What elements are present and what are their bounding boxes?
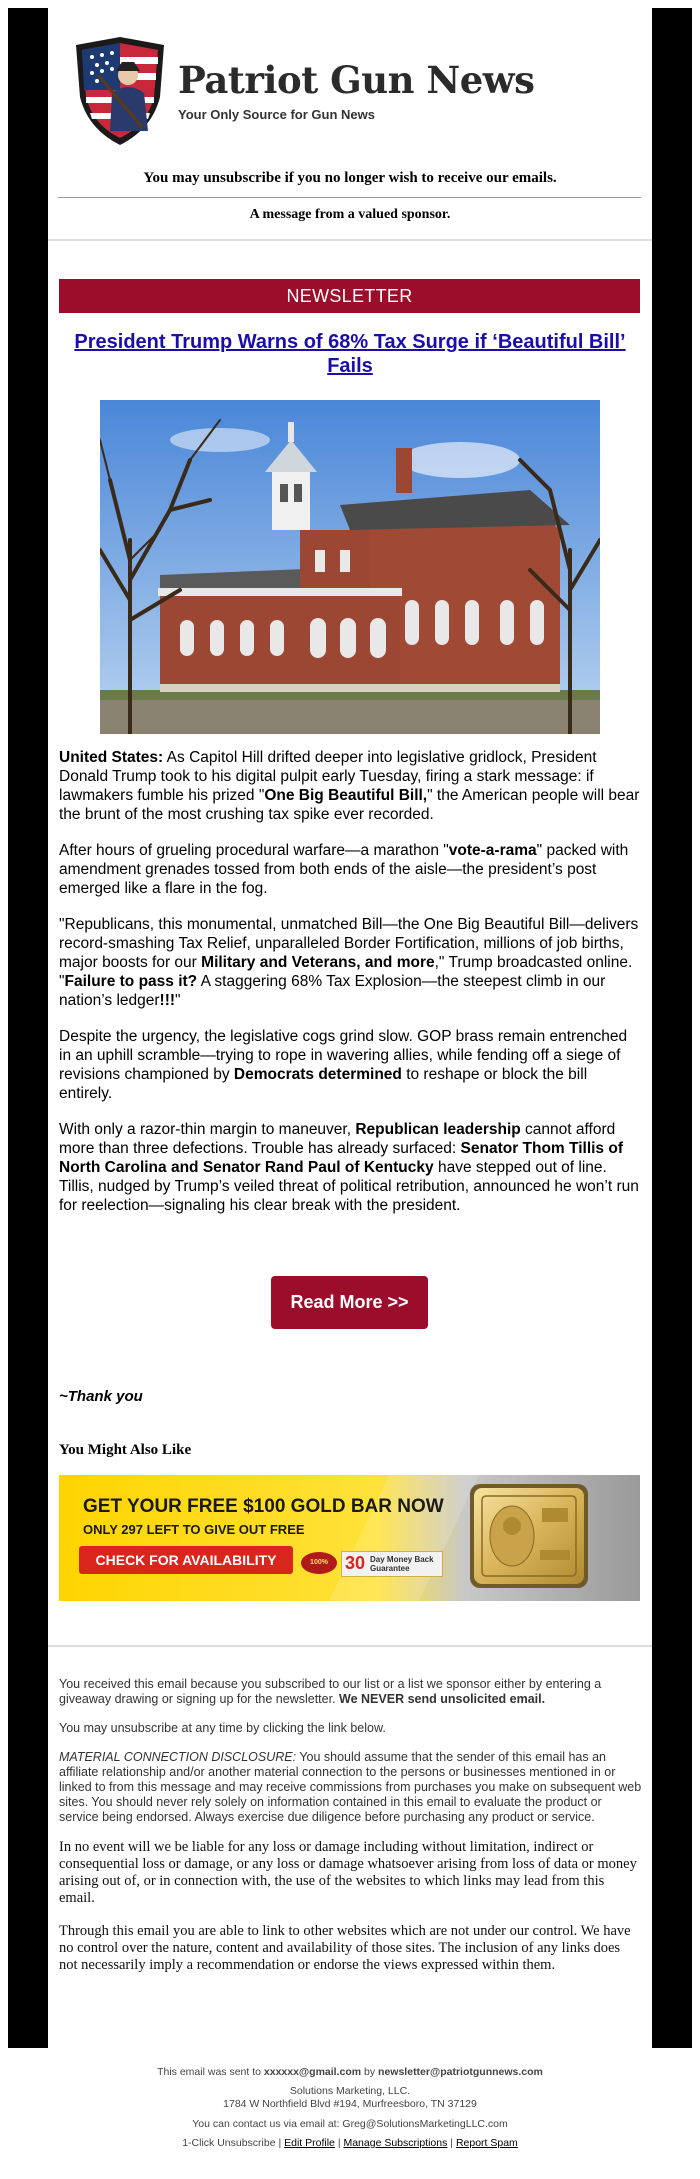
header: [48, 20, 652, 150]
divider: [48, 1645, 652, 1647]
ad-subline: ONLY 297 LEFT TO GIVE OUT FREE: [83, 1522, 305, 1537]
article-paragraph: Despite the urgency, the legislative cogs grind slow. GOP brass remain entrenched in an uphill scramble—trying to rope in wavering allies, while fending off a siege of revisions championed by Democrats determined to reshape or block the bill entirely.: [59, 1028, 628, 1102]
gold-bar-image: [464, 1480, 594, 1592]
brand-tagline: Your Only Source for Gun News: [178, 107, 375, 122]
brand-title: Patriot Gun News: [178, 58, 535, 102]
article-photo-capitol-building[interactable]: [100, 400, 600, 734]
email-body: [48, 8, 652, 2048]
manage-subscriptions-link[interactable]: Manage Subscriptions: [343, 2137, 448, 2149]
newsletter-banner: NEWSLETTER: [59, 279, 640, 313]
unsubscribe-note: You may unsubscribe if you no longer wish to receive our emails.: [143, 170, 557, 186]
contact-line: You can contact us via email at: Greg@SolutionsMarketingLLC.com: [192, 2118, 508, 2130]
sign-off: ~Thank you: [59, 1388, 143, 1405]
satisfaction-badge: 100%: [301, 1552, 337, 1574]
article-headline-link[interactable]: President Trump Warns of 68% Tax Surge if ‘Beautiful Bill’ Fails: [74, 331, 626, 377]
footer: [0, 2066, 700, 2156]
gold-bar-ad[interactable]: [59, 1475, 640, 1601]
legal-section: [59, 1677, 642, 1990]
ad-headline: GET YOUR FREE $100 GOLD BAR NOW: [83, 1496, 444, 1517]
check-availability-button[interactable]: CHECK FOR AVAILABILITY: [79, 1546, 293, 1574]
divider: [48, 239, 652, 241]
liability-paragraph: In no event will we be liable for any loss or damage including without limitation, indirect or consequential loss or damage, or any loss or damage whatsoever arising from loss of data or money arising out of, or in connection with, the use of the websites to which links may lead from this email.: [59, 1839, 637, 1906]
report-spam-link[interactable]: Report Spam: [455, 2137, 518, 2149]
article-paragraph: After hours of grueling procedural warfare—a marathon "vote-a-rama" packed with amendment grenades tossed from both ends of the aisle—the president’s post emerged like a flare in the fog.: [59, 842, 629, 897]
disclosure-paragraph: MATERIAL CONNECTION DISCLOSURE: You should assume that the sender of this email has an affiliate relationship and/or another material connection to the persons or businesses mentioned in or linked to from this message and may receive commissions from purchases you make on subsequent web sites. You should never rely solely on information contained in this email to evaluate the product or service being endorsed. Always exercise due diligence before purchasing any product or service.: [59, 1750, 642, 1824]
read-more-button[interactable]: Read More >>: [271, 1276, 428, 1329]
money-back-guarantee: 30 Day Money Back Guarantee: [341, 1551, 443, 1577]
also-like-heading: You Might Also Like: [59, 1442, 192, 1458]
one-click-unsubscribe[interactable]: 1-Click Unsubscribe: [182, 2137, 276, 2149]
footer-links: 1-Click Unsubscribe | Edit Profile | Manage Subscriptions | Report Spam: [182, 2137, 518, 2149]
external-links-paragraph: Through this email you are able to link to other websites which are not under our control. We have no control over the nature, content and availability of those sites. The inclusion of any links does not necessarily imply a recommendation or endorse the views expressed within them.: [59, 1923, 631, 1973]
company-address: Solutions Marketing, LLC. 1784 W Northfield Blvd #194, Murfreesboro, TN 37129: [223, 2085, 477, 2110]
legal-paragraph: You received this email because you subscribed to our list or a list we sponsor either by entering a giveaway drawing or signing up for the newsletter. We NEVER send unsolicited email.: [59, 1677, 602, 1706]
article-paragraph: "Republicans, this monumental, unmatched Bill—the One Big Beautiful Bill—delivers record-smashing Tax Relief, unparalleled Border Fortification, millions of job births, major boosts for our Military and Veterans, and more," Trump broadcasted online. "Failure to pass it? A staggering 68% Tax Explosion—the steepest climb in our nation’s ledger!!!": [59, 916, 639, 1009]
legal-paragraph: You may unsubscribe at any time by clicking the link below.: [59, 1721, 386, 1735]
article-paragraph: United States: As Capitol Hill drifted deeper into legislative gridlock, President Donald Trump took to his digital pulpit early Tuesday, firing a stark message: if lawmakers fumble his prized "One Big Beautiful Bill," the American people will bear the brunt of the most crushing tax spike ever recorded.: [59, 749, 640, 823]
divider: [58, 197, 641, 198]
article-body: [59, 748, 642, 1232]
patriot-shield-logo: [72, 35, 168, 147]
sent-to-line: This email was sent to xxxxxx@gmail.com by newsletter@patriotgunnews.com: [157, 2066, 543, 2078]
edit-profile-link[interactable]: Edit Profile: [284, 2137, 335, 2149]
article-paragraph: With only a razor-thin margin to maneuver, Republican leadership cannot afford more than three defections. Trouble has already surfaced: Senator Thom Tillis of North Carolina and Senator Rand Paul of Kentucky have stepped out of line. Tillis, nudged by Trump’s veiled threat of political retribution, announced he won’t run for reelection—signaling his clear break with the president.: [59, 1121, 639, 1214]
sponsor-note: A message from a valued sponsor.: [249, 207, 451, 222]
